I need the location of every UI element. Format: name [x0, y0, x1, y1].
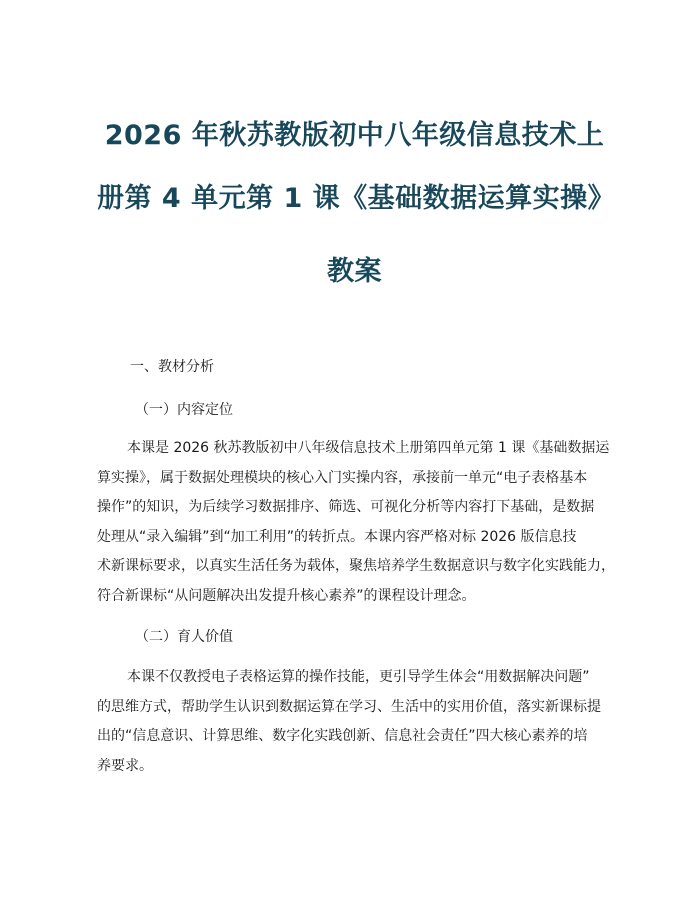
subsection-heading: （二）育人价值 [135, 629, 233, 645]
paragraph-line: 符合新课标“从问题解决出发提升核心素养”的课程设计理念。 [97, 587, 476, 604]
title-line: 册第 4 单元第 1 课《基础数据运算实操》 [97, 183, 616, 214]
title-line: 教案 [327, 256, 382, 287]
paragraph [97, 434, 615, 611]
paragraph-line: 算实操》，属于数据处理模块的核心入门实操内容，承接前一单元“电子表格基本 [97, 469, 588, 486]
paragraph-line: 操作”的知识，为后续学习数据排序、筛选、可视化分析等内容打下基础，是数据 [97, 499, 595, 515]
subsection-heading: （一）内容定位 [135, 402, 233, 418]
paragraph [97, 663, 612, 781]
paragraph-line: 本课是 2026 秋苏教版初中八年级信息技术上册第四单元第 1 课《基础数据运 [127, 440, 610, 456]
document-title [97, 104, 616, 303]
paragraph-line: 出的“信息意识、计算思维、数字化实践创新、信息社会责任”四大核心素养的培 [97, 728, 588, 744]
title-line: 2026 年秋苏教版初中八年级信息技术上 [104, 120, 605, 151]
paragraph-line: 养要求。 [97, 757, 153, 774]
paragraph-line: 术新课标要求，以真实生活任务为载体，聚焦培养学生数据意识与数字化实践能力， [97, 558, 615, 574]
paragraph-line: 处理从“录入编辑”到“加工利用”的转折点。本课内容严格对标 2026 版信息技 [97, 528, 577, 545]
paragraph-line: 的思维方式，帮助学生认识到数据运算在学习、生活中的实用价值，落实新课标提 [97, 698, 601, 715]
section-heading: 一、教材分析 [130, 359, 214, 375]
paragraph-line: 本课不仅教授电子表格运算的操作技能，更引导学生体会“用数据解决问题” [127, 669, 590, 685]
